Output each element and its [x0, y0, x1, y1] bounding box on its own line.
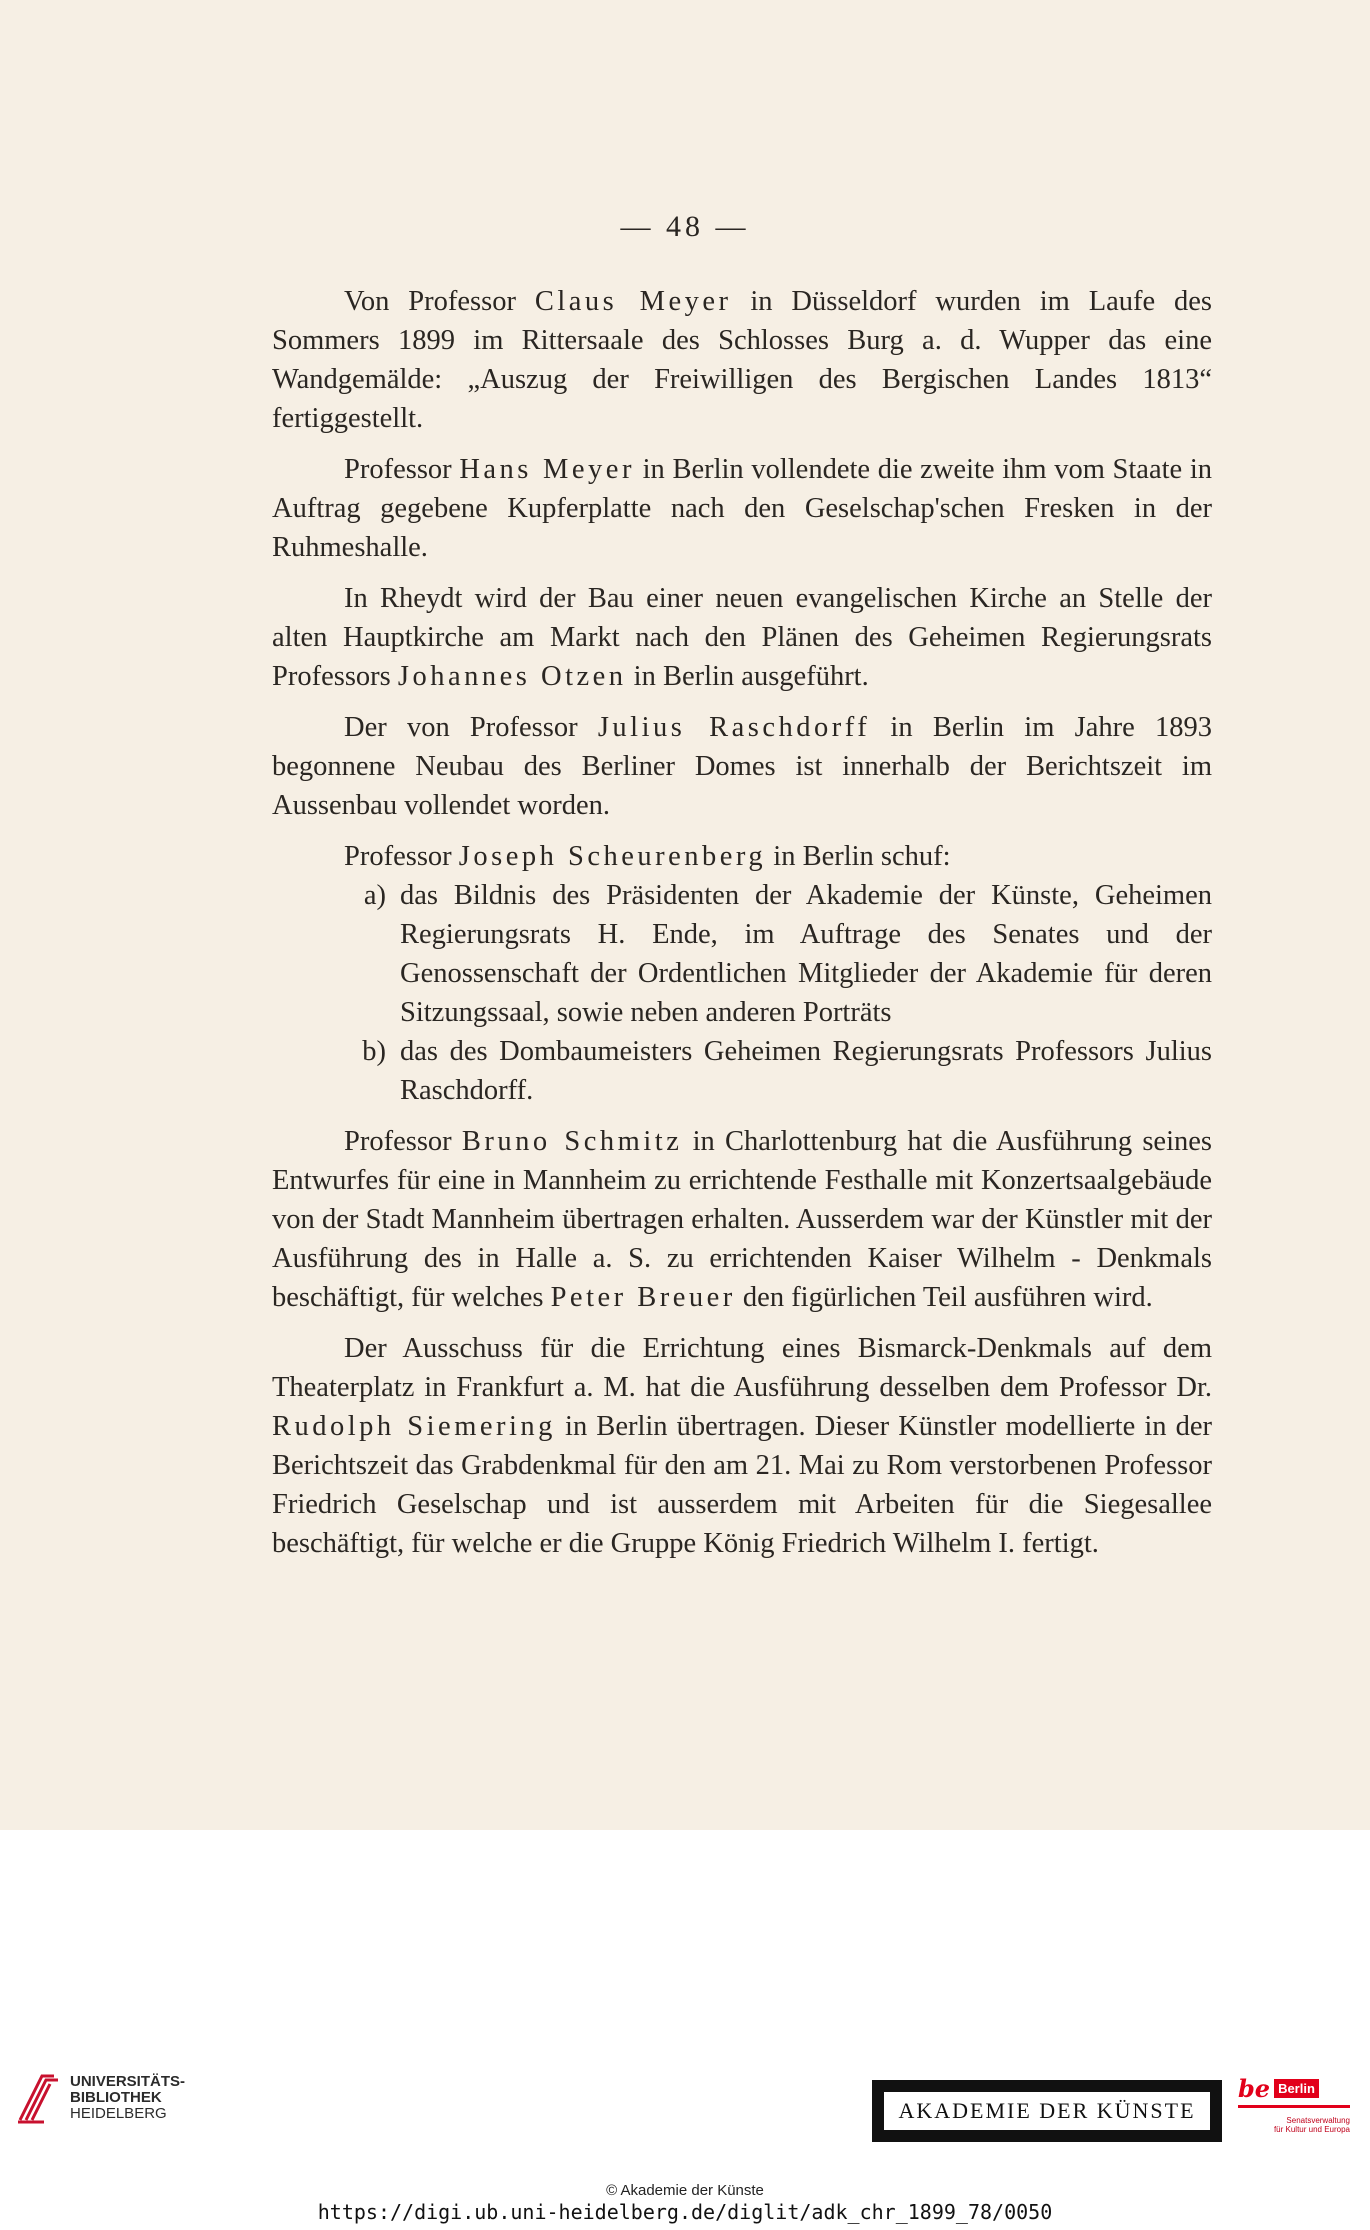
text-run: in Düsseldorf wurden im Laufe des Sommers 1899 im Rittersaale des Schlosses Burg a. d. Wupper das eine Wandgemälde: „Auszug der Freiwilligen des Bergischen Landes 1813“ fertiggestellt. [272, 286, 1213, 434]
list-marker: a) [363, 880, 386, 911]
text-run: in Berlin ausgeführt. [626, 661, 869, 692]
list-marker: b) [362, 1036, 386, 1067]
person-name: Julius Raschdorff [597, 712, 871, 743]
page-number: — 48 — [620, 210, 750, 243]
paragraph-3 [272, 579, 1212, 696]
logo-line: UNIVERSITÄTS- [70, 2073, 186, 2090]
list-item-text: das Bildnis des Präsidenten der Akademie der Künste, Geheimen Regierungsrats H. Ende, im Auftrage des Senates und der Genossenschaft der Ordentlichen Mitglieder der Akademie für deren Sitzungssaal, sowie neben anderen Porträts [400, 880, 1212, 1028]
list-item [272, 876, 1212, 1032]
text-run: in Charlottenburg hat die Ausführung seines Entwurfes für eine in Mannheim zu errichtende Festhalle mit Konzertsaalgebäude von der Stadt Mannheim übertragen erhalten. Ausserdem war der Künstler mit der Ausführung des in Halle a. S. zu errichtenden Kaiser Wilhelm - Denkmals beschäftigt, für welches [272, 1126, 1212, 1313]
text-run: in Berlin übertragen. Dieser Künstler modellierte in der Berichtszeit das Grabdenkmal für den am 21. Mai zu Rom verstorbenen Professor Friedrich Geselschap und ist ausserdem mit Arbeiten für die Siegesallee beschäftigt, für welche er die Gruppe König Friedrich Wilhelm I. fertigt. [272, 1411, 1213, 1559]
list-item [272, 1032, 1212, 1110]
berlin-logo-bar [1238, 2105, 1350, 2108]
text-run: In Rheydt wird der Bau einer neuen evangelischen Kirche an Stelle der alten Hauptkirche am Markt nach den Plänen des Geheimen Regierungsrats Professors [272, 583, 1212, 692]
logo-line: für Kultur und Europa [1273, 2125, 1350, 2134]
berlin-tag: Berlin [1274, 2079, 1319, 2098]
text-run: Der Ausschuss für die Errichtung eines Bismarck-Denkmals auf dem Theaterplatz in Frankfurt a. M. hat die Ausführung desselben dem Professor Dr. [272, 1333, 1212, 1403]
body-text [272, 282, 1212, 1575]
person-name: Rudolph Siemering [272, 1411, 556, 1442]
person-name: Johannes Otzen [397, 661, 627, 692]
ub-heidelberg-logo[interactable] [14, 2070, 185, 2126]
permalink-url[interactable]: https://digi.ub.uni-heidelberg.de/diglit/adk_chr_1899_78/0050 [317, 2200, 1053, 2224]
person-name: Bruno Schmitz [461, 1126, 683, 1157]
person-name: Peter Breuer [550, 1282, 736, 1313]
logo-line: Senatsverwaltung [1286, 2116, 1350, 2125]
berlin-logo-subtitle [1238, 2116, 1350, 2134]
text-run: Von Professor [344, 286, 535, 317]
text-run: Professor [344, 454, 460, 485]
ub-heidelberg-logo-icon [14, 2070, 60, 2126]
paragraph-4 [272, 708, 1212, 825]
ub-heidelberg-logo-text [70, 2074, 185, 2122]
copyright-notice: © Akademie der Künste [606, 2182, 764, 2199]
berlin-senate-logo[interactable] [1238, 2074, 1350, 2150]
text-run: Der von Professor [344, 712, 598, 743]
paragraph-7 [272, 1329, 1212, 1563]
text-run: Professor [344, 1126, 462, 1157]
footer [0, 1830, 1370, 2230]
text-run: Professor [344, 841, 459, 872]
text-run: den figürlichen Teil ausführen wird. [735, 1282, 1153, 1313]
logo-line: HEIDELBERG [70, 2105, 167, 2122]
works-list [272, 876, 1212, 1110]
text-run: in Berlin vollendete die zweite ihm vom Staate in Auftrag gegebene Kupferplatte nach den Geselschap'schen Fresken in der Ruhmeshalle. [272, 454, 1212, 563]
text-run: in Berlin im Jahre 1893 begonnene Neubau des Berliner Domes ist innerhalb der Berichtszeit im Aussenbau vollendet worden. [272, 712, 1212, 821]
text-run: in Berlin schuf: [766, 841, 951, 872]
akademie-der-kuenste-logo[interactable] [872, 2080, 1222, 2142]
adk-logo-text: AKADEMIE DER KÜNSTE [884, 2092, 1210, 2130]
paragraph-1 [272, 282, 1212, 438]
list-item-text: das des Dombaumeisters Geheimen Regierungsrats Professors Julius Raschdorff. [400, 1036, 1212, 1106]
paragraph-2 [272, 450, 1212, 567]
logo-line: BIBLIOTHEK [70, 2089, 162, 2106]
be-berlin-mark: be [1238, 2074, 1271, 2103]
paragraph-6 [272, 1122, 1212, 1317]
paragraph-5 [272, 837, 1212, 876]
berlin-logo-top [1238, 2074, 1350, 2103]
person-name: Claus Meyer [534, 286, 732, 317]
person-name: Hans Meyer [459, 454, 635, 485]
person-name: Joseph Scheurenberg [458, 841, 767, 872]
